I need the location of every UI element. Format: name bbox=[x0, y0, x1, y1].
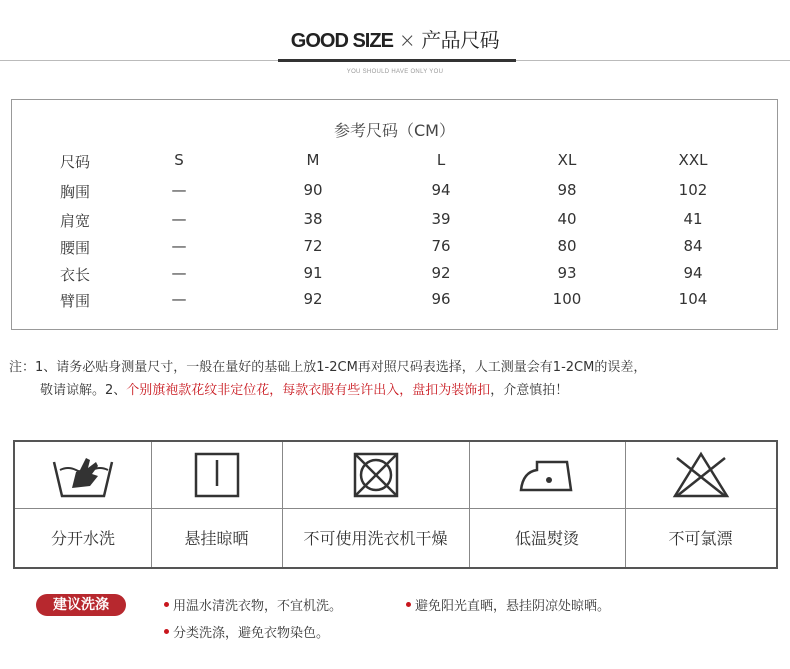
title-chinese: 产品尺码 bbox=[421, 28, 500, 52]
size-cell: 104 bbox=[678, 290, 708, 308]
header-subtitle: YOU SHOULD HAVE ONLY YOU bbox=[346, 69, 444, 75]
size-row-label: 胸围 bbox=[60, 183, 91, 201]
hang-dry-icon bbox=[192, 450, 242, 504]
size-cell: 94 bbox=[431, 181, 451, 199]
no-bleach-icon bbox=[669, 450, 733, 504]
size-cell: 102 bbox=[678, 181, 708, 199]
size-cell: — bbox=[171, 210, 187, 228]
care-divider bbox=[15, 508, 776, 509]
size-column-header: M bbox=[306, 151, 320, 169]
size-row-label: 肩宽 bbox=[60, 212, 91, 230]
advice-text: 分类洗涤，避免衣物染色。 bbox=[173, 626, 330, 641]
size-table-caption: 参考尺码（CM） bbox=[334, 121, 455, 140]
care-column-divider bbox=[625, 442, 626, 567]
bullet-dot bbox=[164, 629, 169, 634]
size-column-header: S bbox=[174, 151, 184, 169]
bullet-dot bbox=[406, 602, 411, 607]
hand-wash-icon bbox=[50, 450, 116, 504]
care-label: 不可氯漂 bbox=[668, 529, 733, 548]
page-title bbox=[291, 24, 499, 53]
size-cell: — bbox=[171, 181, 187, 199]
size-row-label: 腰围 bbox=[60, 239, 91, 257]
advice-item bbox=[164, 622, 329, 641]
wash-advice-badge: 建议洗涤 bbox=[36, 594, 126, 616]
care-label: 悬挂晾晒 bbox=[184, 529, 249, 548]
care-label: 不可使用洗衣机干燥 bbox=[303, 529, 448, 548]
size-cell: 93 bbox=[557, 264, 577, 282]
note-text: 敬请谅解。2、 bbox=[40, 383, 127, 398]
size-cell: 92 bbox=[303, 290, 323, 308]
note-line-1: 注：1、请务必贴身测量尺寸，一般在量好的基础上放1-2CM再对照尺码表选择，人工测量会有1-2CM的误差， bbox=[9, 360, 647, 375]
size-table bbox=[11, 99, 778, 330]
size-cell: 39 bbox=[431, 210, 451, 228]
size-cell: — bbox=[171, 290, 187, 308]
size-column-header: L bbox=[436, 151, 446, 169]
care-column-divider bbox=[151, 442, 152, 567]
size-column-header: 尺码 bbox=[60, 153, 91, 171]
care-label: 分开水洗 bbox=[50, 529, 116, 548]
note-line-2 bbox=[40, 379, 568, 398]
size-cell: 84 bbox=[683, 237, 703, 255]
size-column-header: XXL bbox=[678, 151, 708, 169]
low-iron-icon bbox=[517, 450, 577, 504]
size-cell: 98 bbox=[557, 181, 577, 199]
size-table-grid bbox=[12, 100, 777, 329]
size-cell: 38 bbox=[303, 210, 323, 228]
size-cell: 96 bbox=[431, 290, 451, 308]
size-cell: 41 bbox=[683, 210, 703, 228]
care-column-divider bbox=[469, 442, 470, 567]
advice-item bbox=[406, 595, 610, 614]
note-highlight: 个别旗袍款花纹非定位花，每款衣服有些许出入，盘扣为装饰扣 bbox=[126, 383, 491, 398]
no-tumble-dry-icon bbox=[351, 450, 401, 504]
care-column-divider bbox=[282, 442, 283, 567]
size-cell: 72 bbox=[303, 237, 323, 255]
title-english: GOOD SIZE bbox=[290, 30, 393, 52]
section-header bbox=[0, 24, 790, 53]
size-cell: 80 bbox=[557, 237, 577, 255]
size-cell: 76 bbox=[431, 237, 451, 255]
size-cell: — bbox=[171, 264, 187, 282]
bullet-dot bbox=[164, 602, 169, 607]
size-cell: — bbox=[171, 237, 187, 255]
size-cell: 100 bbox=[552, 290, 582, 308]
note-text: ，介意慎拍！ bbox=[490, 383, 569, 398]
title-separator: × bbox=[398, 28, 416, 52]
size-cell: 92 bbox=[431, 264, 451, 282]
advice-text: 避免阳光直晒，悬挂阴凉处晾晒。 bbox=[415, 599, 611, 614]
advice-text: 用温水清洗衣物，不宜机洗。 bbox=[173, 599, 343, 614]
size-row-label: 臂围 bbox=[60, 292, 91, 310]
size-column-header: XL bbox=[557, 151, 577, 169]
care-instructions-table bbox=[13, 440, 778, 569]
advice-item bbox=[164, 595, 342, 614]
size-cell: 91 bbox=[303, 264, 323, 282]
size-cell: 90 bbox=[303, 181, 323, 199]
header-underline bbox=[278, 59, 516, 62]
size-cell: 40 bbox=[557, 210, 577, 228]
size-cell: 94 bbox=[683, 264, 703, 282]
size-row-label: 衣长 bbox=[60, 266, 91, 284]
care-label: 低温熨烫 bbox=[514, 529, 580, 548]
